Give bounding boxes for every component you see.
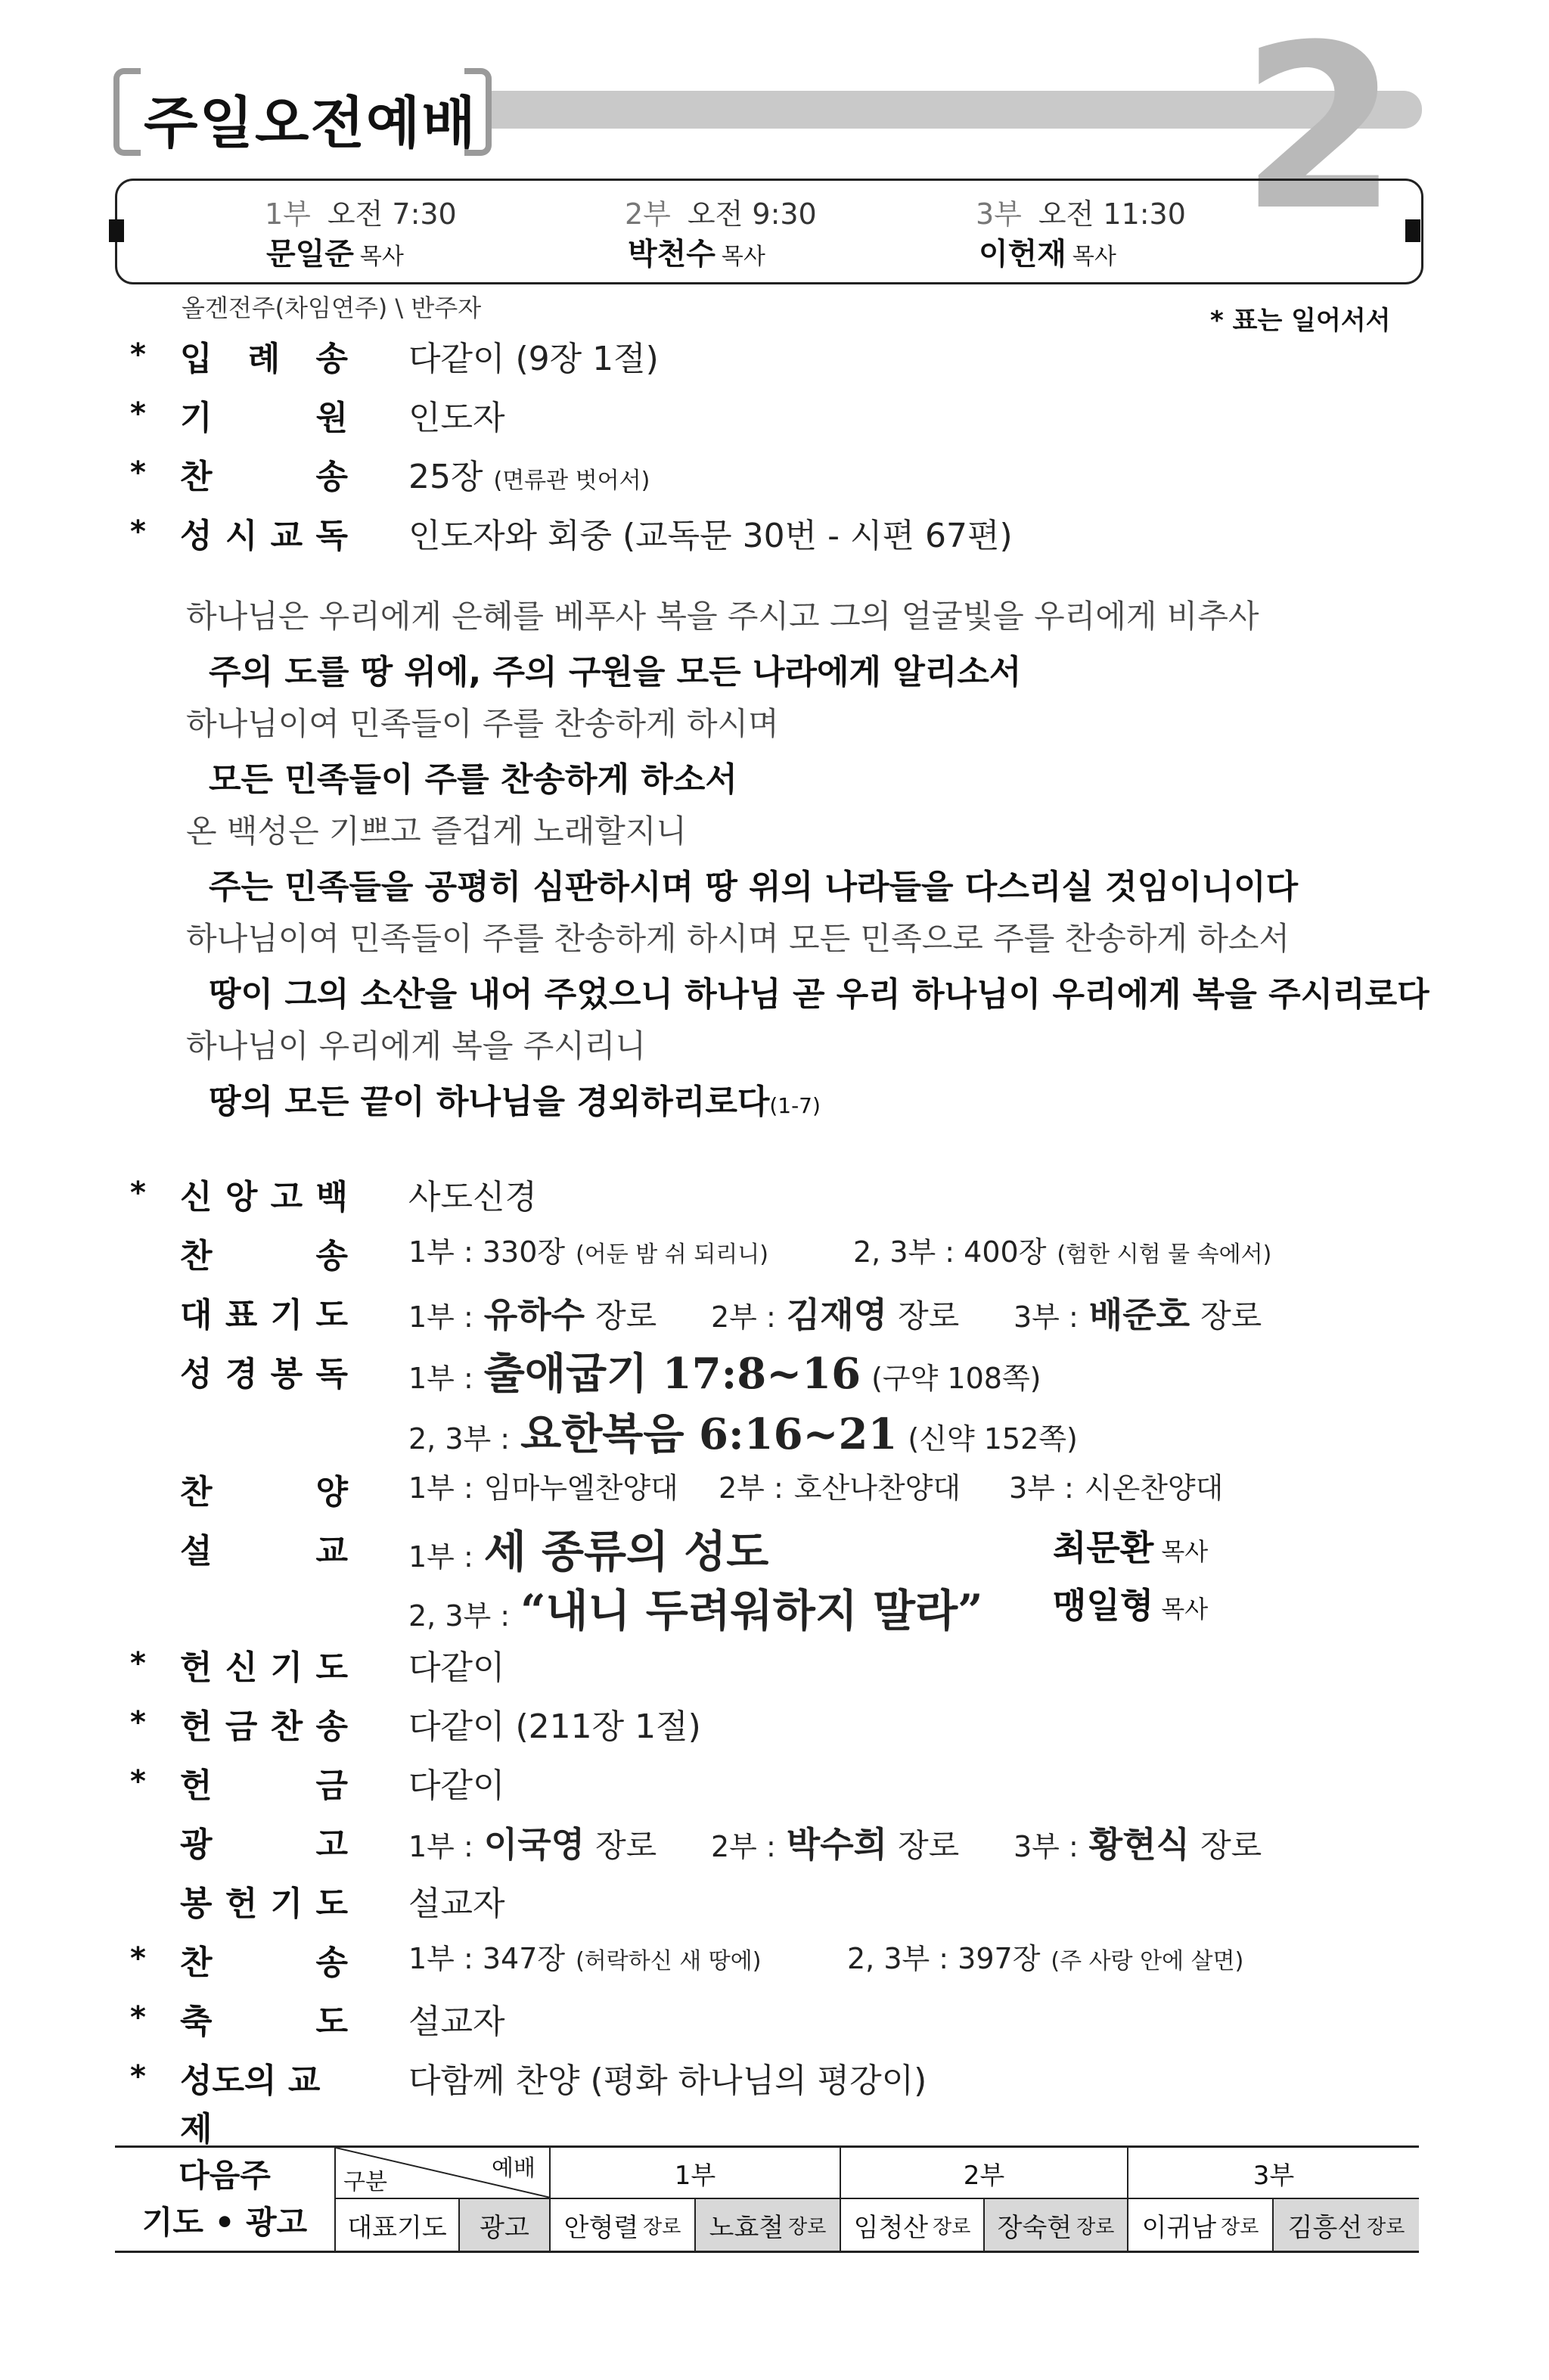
next-week-table (115, 2145, 1419, 2253)
label-char: 기 (270, 1296, 303, 1334)
elder-name: 임청산 (853, 2212, 929, 2243)
label-char: 설 (180, 1532, 213, 1571)
hymn-number: 1부 : 330장 (408, 1235, 566, 1269)
label-char: 헌 (180, 1766, 213, 1805)
label-char: 찬 (180, 458, 213, 496)
hymn-number: 2, 3부 : 397장 (847, 1942, 1041, 1975)
pastor-rank: 목사 (1072, 244, 1116, 270)
label-char: 봉 (180, 1884, 213, 1923)
order-label-choir (180, 1465, 348, 1513)
order-value-creed: 사도신경 (408, 1178, 538, 1216)
service-time: 오전 9:30 (687, 197, 817, 231)
choir-name: 시온찬양대 (1084, 1471, 1224, 1505)
scripture-page: (구약 108쪽) (871, 1362, 1041, 1395)
label-char: 헌 (225, 1884, 258, 1923)
reading-congregation-line: 주는 민족들을 공평히 심판하시며 땅 위의 나라들을 다스리실 것임이니이다 (209, 868, 1299, 906)
order-value-offering-hymn: 다같이 (211장 1절) (408, 1707, 701, 1746)
label-char: 도 (315, 2002, 348, 2041)
stand-marker: * (130, 396, 146, 431)
label-char: 입 (180, 340, 213, 378)
preacher-name: 맹일형 (1053, 1585, 1154, 1626)
order-label-invocation (180, 390, 348, 439)
order-value-sermon-part1 (408, 1516, 768, 1580)
order-value-benediction: 설교자 (408, 2002, 505, 2041)
order-label-creed (180, 1170, 348, 1218)
frame-marker-left (109, 219, 124, 242)
order-value-announce-part1 (408, 1817, 657, 1867)
elder-rank: 장로 (1200, 1827, 1262, 1864)
table-person (549, 2199, 694, 2251)
part-label: 1부 : (408, 1362, 473, 1395)
label-char: 양 (315, 1473, 348, 1512)
label-char: 송 (315, 1237, 348, 1275)
table-person (1272, 2199, 1419, 2251)
label-char: 봉 (270, 1355, 303, 1394)
part-label: 2, 3부 : (408, 1599, 511, 1633)
label-char: 송 (315, 1707, 348, 1746)
row-label-line: 다음주 (178, 2157, 271, 2194)
stand-marker: * (130, 1764, 146, 1799)
elder-rank: 장로 (595, 1827, 657, 1864)
label-char: 성 (180, 517, 213, 555)
part-label: 2부 : (719, 1471, 784, 1505)
elder-name: 김흥선 (1287, 2212, 1363, 2243)
organ-prelude-note: 올겐전주(차임연주) \ 반주자 (182, 294, 482, 322)
pastor-rank: 목사 (721, 244, 765, 270)
page-number: 2 (1240, 0, 1398, 260)
label-char: 찬 (270, 1707, 303, 1746)
part-label: 2, 3부 : (408, 1422, 511, 1456)
service-1-pastor (266, 230, 404, 273)
label-char: 기 (270, 1884, 303, 1923)
hymn-number: 25장 (408, 458, 483, 496)
elder-name: 이국영 (483, 1824, 585, 1865)
order-value-choir-part3 (1009, 1465, 1223, 1506)
scripture-passage: 요한복음 6:16~21 (520, 1409, 898, 1459)
sermon-title: 세 종류의 성도 (483, 1526, 769, 1577)
order-label-processional (180, 331, 348, 380)
stand-note: * 표는 일어서서 (1210, 306, 1391, 336)
service-2-pastor (628, 230, 765, 273)
hymn-number: 2, 3부 : 400장 (853, 1235, 1047, 1269)
label-char: 고 (270, 1178, 303, 1216)
elder-name: 박수희 (786, 1824, 888, 1865)
page-title: 주일오전예배 (144, 91, 477, 156)
service-time: 오전 11:30 (1038, 197, 1186, 231)
label-char: 백 (315, 1178, 348, 1216)
part-label: 1부 : (408, 1300, 473, 1334)
label-char: 표 (225, 1296, 258, 1334)
part-label: 3부 : (1014, 1830, 1079, 1863)
label-char: 대 (180, 1296, 213, 1334)
stand-marker: * (130, 455, 146, 490)
label-char: 찬 (180, 1943, 213, 1982)
scripture-passage: 출애굽기 17:8~16 (483, 1349, 861, 1399)
pastor-name: 이헌재 (979, 237, 1066, 272)
part-label: 3부 : (1009, 1471, 1074, 1505)
label-char: 찬 (180, 1473, 213, 1512)
order-value-choir-part1 (408, 1465, 678, 1506)
order-value-offering: 다같이 (408, 1766, 505, 1805)
stand-marker: * (130, 2000, 146, 2035)
order-value-hymn-2-part1 (408, 1229, 768, 1270)
order-value-processional: 다같이 (9장 1절) (408, 340, 659, 378)
reading-leader-line: 하나님은 우리에게 은혜를 베푸사 복을 주시고 그의 얼굴빛을 우리에게 비추사 (186, 598, 1259, 635)
service-part: 2부 (625, 197, 671, 231)
hymn-title: (험한 시험 물 속에서) (1057, 1241, 1272, 1268)
preacher-rank: 목사 (1161, 1595, 1209, 1623)
order-label-hymn-2 (180, 1229, 348, 1277)
stand-marker: * (130, 337, 146, 372)
service-part: 1부 (265, 197, 311, 231)
label-char: 헌 (180, 1648, 213, 1687)
order-label-announcements (180, 1817, 348, 1866)
order-label-prayer (180, 1288, 348, 1336)
choir-name: 임마누엘찬양대 (483, 1471, 678, 1505)
part-label: 2부 : (711, 1830, 776, 1863)
table-person (1127, 2199, 1272, 2251)
table-header-part3: 3부 (1127, 2148, 1419, 2199)
stand-marker: * (130, 2059, 146, 2094)
corner-label-bottom: 구분 (343, 2169, 387, 2195)
label-char: 송 (315, 1943, 348, 1982)
part-label: 2부 : (711, 1300, 776, 1334)
order-value-prayer-part3 (1014, 1288, 1262, 1338)
order-value-scripture-part2 (408, 1401, 1078, 1462)
label-char: 축 (180, 2002, 213, 2041)
next-week-row-label (115, 2148, 334, 2251)
order-value-responsive-reading: 인도자와 회중 (교독문 30번 - 시편 67편) (408, 517, 1013, 555)
elder-rank: 장로 (1076, 2215, 1115, 2239)
order-value-prayer-part1 (408, 1288, 657, 1338)
label-char: 고 (315, 1825, 348, 1864)
order-label-offertory-prayer (180, 1876, 348, 1925)
order-value-dedication: 다같이 (408, 1648, 505, 1687)
elder-rank: 장로 (898, 1827, 960, 1864)
label-char: 교 (270, 517, 303, 555)
reading-congregation-line: 모든 민족들이 주를 찬송하게 하소서 (209, 760, 737, 799)
label-char: 헌 (180, 1707, 213, 1746)
elder-rank: 장로 (933, 2215, 971, 2239)
label-char: 독 (315, 517, 348, 555)
label-char: 도 (315, 1648, 348, 1687)
elder-name: 노효철 (709, 2212, 784, 2243)
reading-leader-line: 하나님이여 민족들이 주를 찬송하게 하시며 (186, 705, 779, 742)
elder-name: 유하수 (483, 1294, 585, 1335)
order-label-hymn (180, 449, 348, 498)
reading-leader-line: 온 백성은 기쁘고 즐겁게 노래할지니 (186, 812, 687, 850)
label-char: 앙 (225, 1178, 258, 1216)
elder-rank: 장로 (643, 2215, 681, 2239)
label-char: 성 (180, 1355, 213, 1394)
sermon-preacher-1 (1053, 1521, 1208, 1571)
order-label-benediction (180, 1994, 348, 2043)
pastor-name: 박천수 (628, 237, 716, 272)
table-header-part1: 1부 (549, 2148, 840, 2199)
elder-rank: 장로 (1367, 2215, 1405, 2239)
order-value-invocation: 인도자 (408, 399, 505, 437)
order-value-prayer-part2 (711, 1288, 959, 1338)
order-value-announce-part2 (711, 1817, 959, 1867)
reading-congregation-line: 주의 도를 땅 위에, 주의 구원을 모든 나라에게 알리소서 (209, 653, 1022, 691)
elder-rank: 장로 (1200, 1297, 1262, 1334)
order-label-fellowship (180, 2053, 348, 2150)
reading-text: 땅의 모든 끝이 하나님을 경외하리로다 (209, 1083, 770, 1121)
elder-name: 장숙현 (997, 2212, 1073, 2243)
label-char: 교 (315, 1532, 348, 1571)
label-char: 독 (315, 1355, 348, 1394)
table-corner-cell (334, 2148, 549, 2199)
label-char: 도 (315, 1884, 348, 1923)
service-time: 오전 7:30 (327, 197, 457, 231)
label-char: 송 (315, 340, 348, 378)
hymn-title: (주 사랑 안에 살면) (1051, 1948, 1244, 1975)
elder-rank: 장로 (898, 1297, 960, 1334)
title-box (113, 68, 492, 157)
order-label-sermon (180, 1524, 348, 1572)
hymn-number: 1부 : 347장 (408, 1942, 566, 1975)
service-1-time (265, 191, 457, 232)
service-3-pastor (979, 230, 1116, 273)
table-person (983, 2199, 1127, 2251)
elder-name: 이귀남 (1141, 2212, 1217, 2243)
order-label-dedication (180, 1640, 348, 1689)
label-char: 신 (225, 1648, 258, 1687)
order-value-offertory-prayer: 설교자 (408, 1884, 505, 1923)
pastor-name: 문일준 (266, 237, 354, 272)
order-value-hymn (408, 449, 650, 498)
label-char: 찬 (180, 1237, 213, 1275)
stand-marker: * (130, 1941, 146, 1976)
row-label-line: 기도 • 광고 (141, 2204, 308, 2241)
table-person (694, 2199, 840, 2251)
label-char: 례 (247, 340, 281, 378)
sermon-title: “내니 두려워하지 말라” (520, 1585, 983, 1636)
reading-reference: (1-7) (769, 1093, 821, 1118)
order-value-closing-hymn-part1 (408, 1935, 761, 1977)
part-label: 1부 : (408, 1830, 473, 1863)
scripture-page: (신약 152쪽) (908, 1422, 1078, 1456)
elder-name: 안형렬 (563, 2212, 639, 2243)
sermon-preacher-2 (1053, 1578, 1208, 1628)
service-3-time (976, 191, 1186, 232)
stand-marker: * (130, 1176, 146, 1210)
stand-marker: * (130, 514, 146, 549)
table-cat-announce: 광고 (458, 2199, 549, 2251)
corner-label-top: 예배 (492, 2155, 535, 2182)
table-header-part2: 2부 (840, 2148, 1127, 2199)
label-char: 신 (180, 1178, 213, 1216)
service-part: 3부 (976, 197, 1022, 231)
elder-name: 배준호 (1088, 1294, 1190, 1335)
part-label: 1부 : (408, 1471, 473, 1505)
hymn-title: (허락하신 새 땅에) (576, 1948, 762, 1975)
reading-congregation-line (209, 1074, 821, 1123)
label-char: 원 (315, 399, 348, 437)
choir-name: 호산나찬양대 (793, 1471, 961, 1505)
table-person (840, 2199, 983, 2251)
frame-marker-right (1405, 219, 1420, 242)
hymn-title: (면류관 벗어서) (493, 468, 650, 494)
order-value-closing-hymn-part2 (847, 1935, 1243, 1977)
pastor-rank: 목사 (359, 244, 404, 270)
label-char: 광 (180, 1825, 213, 1864)
label-char: 기 (180, 399, 213, 437)
order-value-scripture-part1 (408, 1341, 1041, 1401)
order-value-hymn-2-part2 (853, 1229, 1271, 1270)
elder-name: 황현식 (1088, 1824, 1190, 1865)
label-char: 시 (225, 517, 258, 555)
label-char: 송 (315, 458, 348, 496)
order-value-sermon-part2 (408, 1575, 982, 1639)
label-char: 기 (270, 1648, 303, 1687)
reading-leader-line: 하나님이여 민족들이 주를 찬송하게 하시며 모든 민족으로 주를 찬송하게 하소서 (186, 920, 1290, 957)
order-label-responsive-reading (180, 508, 348, 557)
order-label-offering-hymn (180, 1699, 348, 1748)
order-label-closing-hymn (180, 1935, 348, 1984)
part-label: 3부 : (1014, 1300, 1079, 1334)
label-char: 금 (315, 1766, 348, 1805)
stand-marker: * (130, 1705, 146, 1740)
service-2-time (625, 191, 817, 232)
elder-rank: 장로 (595, 1297, 657, 1334)
preacher-name: 최문환 (1053, 1527, 1154, 1568)
order-value-choir-part2 (719, 1465, 961, 1506)
label-text: 성도의 교제 (180, 2062, 321, 2149)
table-cat-prayer: 대표기도 (334, 2199, 458, 2251)
preacher-rank: 목사 (1161, 1537, 1209, 1566)
label-char: 도 (315, 1296, 348, 1334)
hymn-title: (어둔 밤 쉬 되리니) (576, 1241, 768, 1268)
reading-congregation-line: 땅이 그의 소산을 내어 주었으니 하나님 곧 우리 하나님이 우리에게 복을 주시리로다 (209, 975, 1429, 1014)
label-char: 금 (225, 1707, 258, 1746)
label-char: 경 (225, 1355, 258, 1394)
elder-rank: 장로 (1221, 2215, 1259, 2239)
order-value-announce-part3 (1014, 1817, 1262, 1867)
order-value-fellowship: 다함께 찬양 (평화 하나님의 평강이) (408, 2062, 927, 2100)
elder-rank: 장로 (788, 2215, 827, 2239)
title-bracket-left (113, 68, 141, 156)
order-label-scripture (180, 1347, 348, 1395)
stand-marker: * (130, 1646, 146, 1681)
part-label: 1부 : (408, 1540, 473, 1574)
reading-leader-line: 하나님이 우리에게 복을 주시리니 (186, 1027, 647, 1064)
order-label-offering (180, 1758, 348, 1807)
elder-name: 김재영 (786, 1294, 888, 1335)
